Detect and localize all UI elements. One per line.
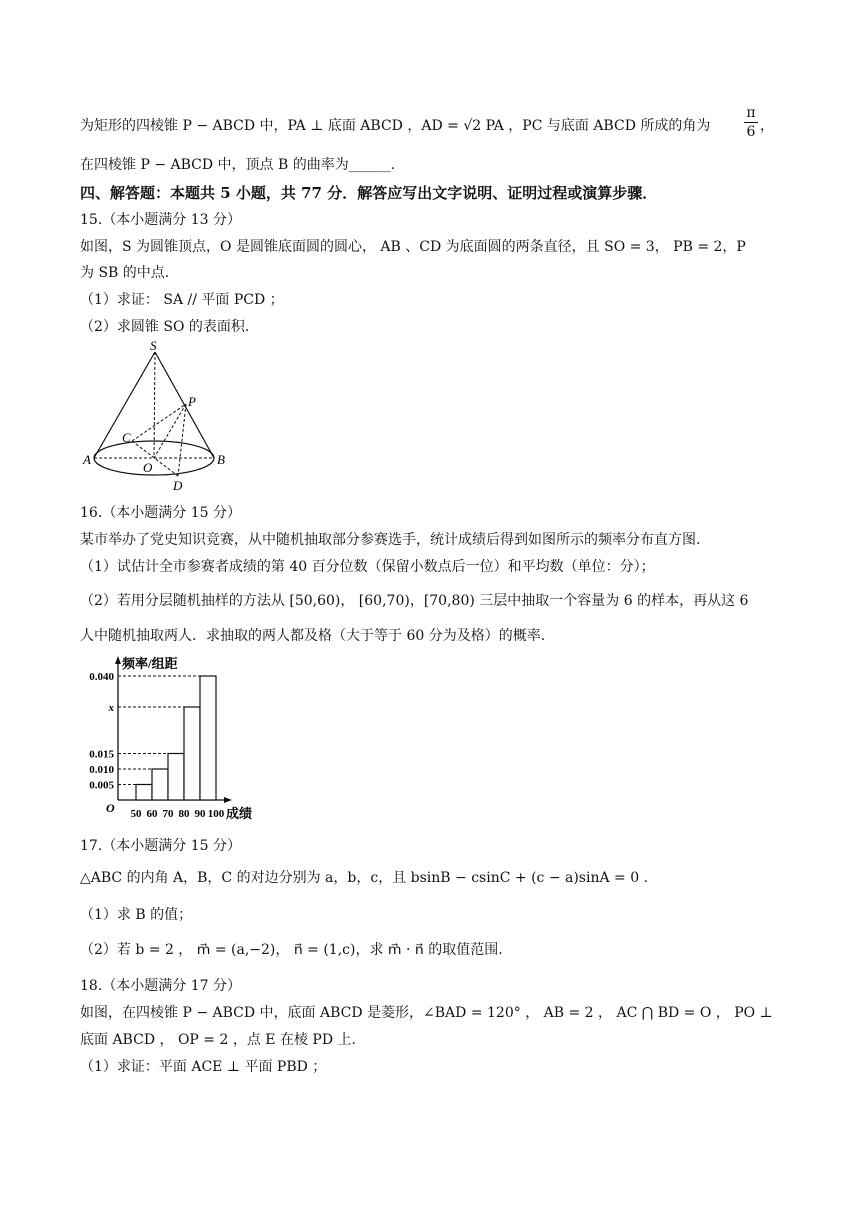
fraction-numerator: π	[744, 106, 758, 123]
text-line-2: 在四棱锥 P − ABCD 中，顶点 B 的曲率为______.	[80, 157, 396, 173]
x-tick-label: 80	[178, 808, 190, 820]
origin-label: O	[106, 801, 115, 815]
cone-figure	[80, 338, 240, 498]
q15-part2: （2）求圆锥 SO 的表面积.	[80, 319, 250, 335]
text-line-1	[80, 118, 710, 135]
q16-header: 16.（本小题满分 15 分）	[80, 505, 241, 521]
label-B: B	[217, 452, 225, 467]
histogram-bar	[168, 754, 184, 801]
section-heading: 四、解答题：本题共 5 小题，共 77 分．解答应写出文字说明、证明过程或演算步骤．	[80, 184, 658, 202]
q16-part2-cont: 人中随机抽取两人．求抽取的两人都及格（大于等于 60 分为及格）的概率.	[80, 628, 546, 644]
histogram-bar	[184, 707, 200, 800]
label-O: O	[143, 460, 153, 475]
x-tick-label: 90	[194, 808, 206, 820]
x-tick-label: 100	[207, 808, 225, 820]
histogram-bar	[200, 676, 216, 800]
histogram-bar	[136, 785, 152, 801]
q18-part1: （1）求证：平面 ACE ⊥ 平面 PBD ；	[80, 1059, 327, 1075]
x-axis-label: 成绩	[226, 806, 253, 821]
q15-header: 15.（本小题满分 13 分）	[80, 212, 241, 228]
histogram-bar	[152, 769, 168, 800]
q18-header: 18.（本小题满分 17 分）	[80, 978, 241, 994]
q17-part2: （2）若 b = 2 ， m⃗ = (a,−2)， n⃗ = (1,c)，求 m⃗ · n⃗ 的取值范围.	[80, 942, 503, 958]
label-C: C	[122, 430, 131, 445]
fraction-denominator: 6	[746, 124, 756, 140]
line-1-text: 为矩形的四棱锥 P − ABCD 中，PA ⊥ 底面 ABCD ，AD = √2 PA ，PC 与底面 ABCD 所成的角为	[80, 118, 711, 134]
x-tick-label: 70	[162, 808, 174, 820]
segment-CP	[132, 404, 186, 441]
q16-part1: （1）试估计全市参赛者成绩的第 40 百分位数（保留小数点后一位）和平均数（单位：分）；	[80, 559, 655, 575]
y-tick-label: 0.015	[89, 748, 114, 761]
cone-edge-SB	[155, 352, 214, 458]
x-tick-label: 50	[130, 808, 142, 820]
label-P: P	[188, 394, 196, 409]
cone-axis-SO	[154, 352, 155, 458]
q18-stem-line2: 底面 ABCD ， OP = 2 ，点 E 在棱 PD 上.	[80, 1032, 356, 1048]
q18-stem-line1: 如图，在四棱锥 P − ABCD 中，底面 ABCD 是菱形，∠BAD = 120° ， AB = 2 ， AC ⋂ BD = O ， PO ⊥	[80, 1005, 773, 1021]
line-1-tail: ，	[760, 118, 774, 134]
label-D: D	[173, 478, 183, 493]
q17-part1: （1）求 B 的值；	[80, 907, 193, 923]
q17-header: 17.（本小题满分 15 分）	[80, 838, 241, 854]
y-tick-label: x	[108, 702, 114, 714]
q16-stem: 某市举办了党史知识竞赛，从中随机抽取部分参赛选手，统计成绩后得到如图所示的频率分布直方图.	[80, 532, 701, 548]
x-axis-arrow	[224, 797, 232, 803]
y-tick-label: 0.040	[89, 671, 114, 683]
y-axis-arrow	[115, 656, 121, 664]
q15-stem-line2: 为 SB 的中点.	[80, 265, 170, 281]
y-tick-label: 0.005	[89, 779, 114, 792]
y-tick-label: 0.010	[89, 764, 114, 776]
fraction-pi-over-6	[744, 106, 758, 139]
label-A: A	[83, 452, 91, 467]
q15-stem-line1: 如图，S 为圆锥顶点，O 是圆锥底面圆的圆心， AB 、CD 为底面圆的两条直径，且 SO = 3， PB = 2，P	[80, 239, 746, 255]
x-tick-label: 60	[146, 808, 158, 820]
q17-stem: △ABC 的内角 A，B，C 的对边分别为 a，b，c，且 bsinB − csinC + (c − a)sinA = 0 .	[80, 870, 649, 886]
label-S: S	[150, 338, 157, 353]
frequency-histogram	[80, 652, 280, 827]
q15-part1: （1）求证： SA // 平面 PCD ；	[80, 292, 284, 308]
q16-part2: （2）若用分层随机抽样的方法从 [50,60)， [60,70)，[70,80) 三层中抽取一个容量为 6 的样本，再从这 6	[80, 593, 749, 609]
y-axis-label: 频率/组距	[122, 656, 178, 671]
